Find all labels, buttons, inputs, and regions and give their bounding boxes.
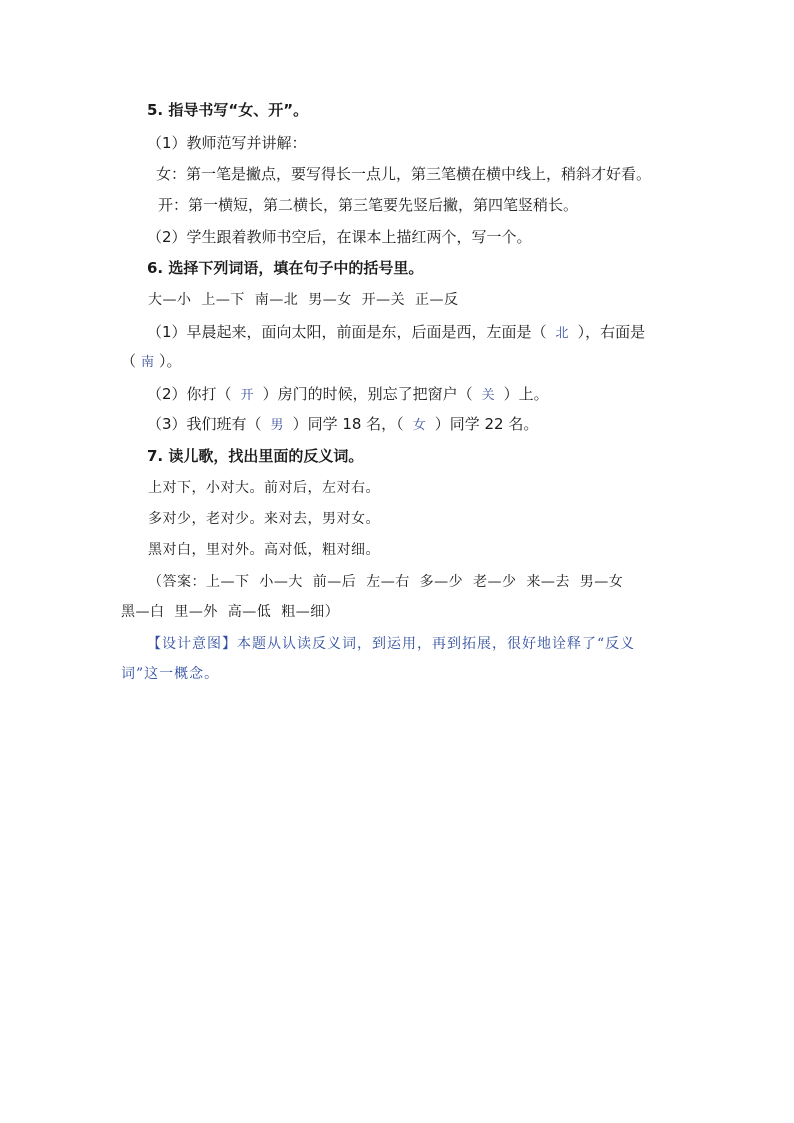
question-3-answer-1: 男 [270, 418, 284, 433]
question-3-text-a: （3）我们班有（ [147, 415, 262, 433]
question-2-text-b: ）房门的时候，别忘了把窗户（ [262, 385, 473, 403]
question-2-answer-2: 关 [481, 388, 495, 403]
section-5-title: 5. 指导书写“女、开”。 [147, 101, 309, 119]
question-3-text-b: ）同学 18 名，（ [292, 415, 404, 433]
section-5-step-1: （1）教师范写并讲解： [147, 134, 307, 152]
question-1-open-paren: （ [121, 352, 137, 370]
section-5-kai-explanation: 开：第一横短，第二横长，第三笔要先竖后撇，第四笔竖稍长。 [158, 196, 579, 214]
design-intent-line-2: 词”这一概念。 [121, 666, 220, 682]
question-1-close-paren: ）。 [159, 352, 182, 370]
rhyme-line-2: 多对少，老对少。来对去，男对女。 [148, 511, 380, 527]
question-2-text-c: ）上。 [503, 385, 549, 403]
question-2-answer-1: 开 [240, 388, 254, 403]
section-6-question-1 [147, 321, 645, 345]
answer-line-1: （答案：上—下 小—大 前—后 左—右 多—少 老—少 来—去 男—女 [148, 574, 624, 590]
section-6-question-1-cont [121, 350, 182, 374]
question-2-text-a: （2）你打（ [147, 385, 232, 403]
question-3-text-c: ）同学 22 名。 [434, 415, 539, 433]
question-3-answer-2: 女 [412, 418, 426, 433]
question-1-text-b: ），右面是 [577, 323, 646, 341]
rhyme-line-1: 上对下，小对大。前对后，左对右。 [148, 480, 380, 496]
answer-line-2: 黑—白 里—外 高—低 粗—细） [121, 604, 340, 620]
section-6-word-pairs: 大—小 上—下 南—北 男—女 开—关 正—反 [148, 292, 459, 308]
question-1-answer-2: 南 [141, 355, 155, 370]
question-1-answer-1: 北 [555, 326, 569, 341]
section-6-question-3 [147, 413, 538, 437]
section-6-question-2 [147, 383, 549, 407]
section-5-step-2: （2）学生跟着教师书空后，在课本上描红两个，写一个。 [147, 228, 532, 246]
section-7-title: 7. 读儿歌，找出里面的反义词。 [147, 447, 364, 465]
section-6-title: 6. 选择下列词语，填在句子中的括号里。 [147, 259, 424, 277]
question-1-text-a: （1）早晨起来，面向太阳，前面是东，后面是西，左面是（ [147, 323, 547, 341]
design-intent-line-1: 【设计意图】本题从认读反义词，到运用，再到拓展，很好地诠释了“反义 [147, 636, 636, 652]
rhyme-line-3: 黑对白，里对外。高对低，粗对细。 [148, 542, 380, 558]
section-5-nu-explanation: 女：第一笔是撇点，要写得长一点儿，第三笔横在横中线上，稍斜才好看。 [156, 165, 652, 183]
